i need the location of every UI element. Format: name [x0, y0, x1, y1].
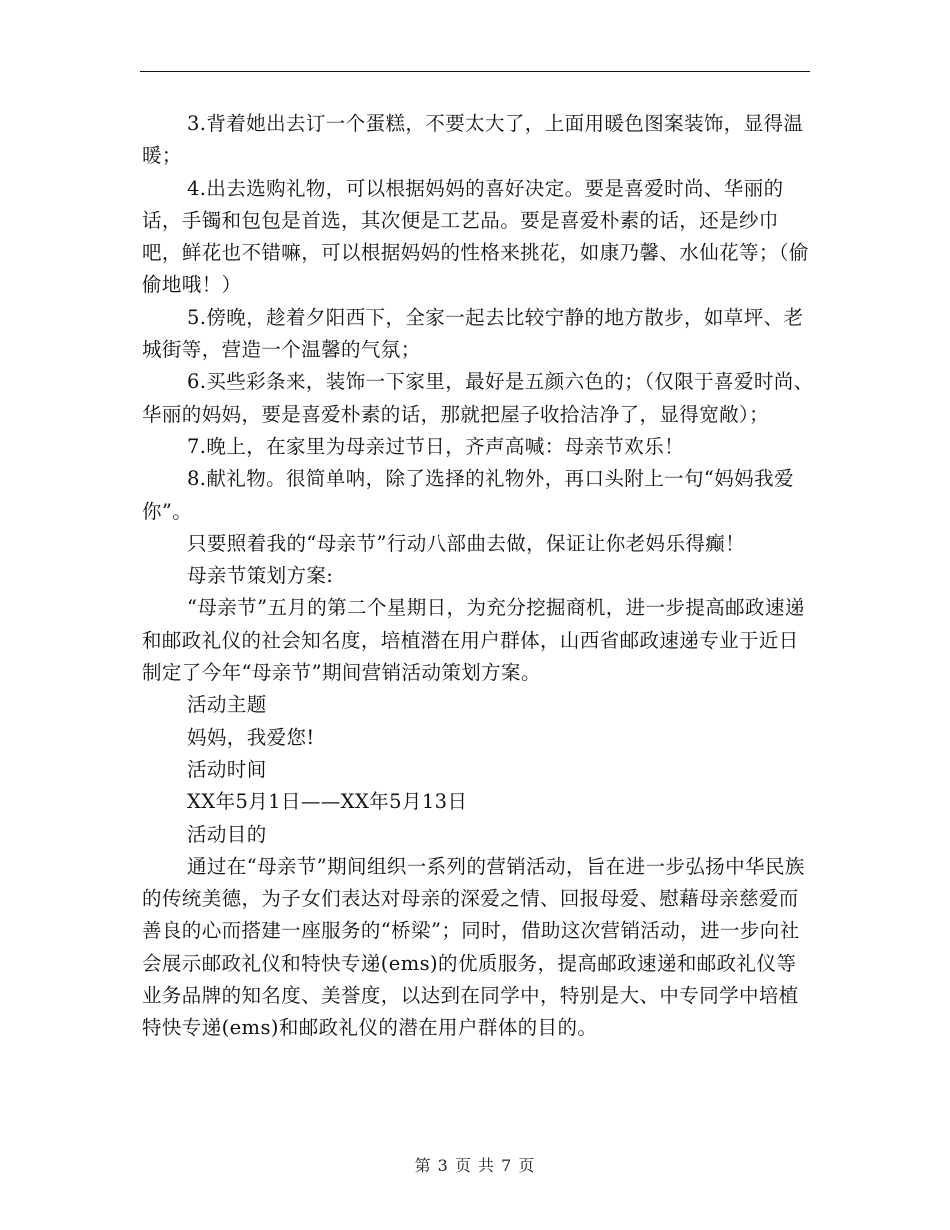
page-footer — [0, 1153, 950, 1176]
paragraph-item-3: 3.背着她出去订一个蛋糕，不要太大了，上面用暖色图案装饰，显得温暖； — [142, 112, 804, 168]
paragraph-item-8: 8.献礼物。很简单呐，除了选择的礼物外，再口头附上一句“妈妈我爱你”。 — [142, 467, 794, 523]
paragraph-time: XX年5月1日——XX年5月13日 — [187, 790, 468, 814]
section-heading-time: 活动时间 — [187, 757, 267, 781]
section-heading-theme: 活动主题 — [187, 693, 267, 717]
paragraph-item-6: 6.买些彩条来，装饰一下家里，最好是五颜六色的；（仅限于喜爱时尚、华丽的妈妈，要是喜爱朴素的话，那就把屋子收拾洁净了，显得宽敞）； — [142, 370, 814, 426]
paragraph-purpose: 通过在“母亲节”期间组织一系列的营销活动，旨在进一步弘扬中华民族的传统美德，为子女们表达对母亲的深爱之情、回报母爱、慰藉母亲慈爱而善良的心而搭建一座服务的“桥梁”；同时，借助这次营销活动，进一步向社会展示邮政礼仪和特快专递(ems)的优质服务，提高邮政速递和邮政礼仪等业务品牌的知名度、美誉度，以达到在同学中，特别是大、中专同学中培植特快专递(ems)和邮政礼仪的潜在用户群体的目的。 — [142, 854, 805, 1040]
paragraph-item-4: 4.出去选购礼物，可以根据妈妈的喜好决定。要是喜爱时尚、华丽的话，手镯和包包是首选，其次便是工艺品。要是喜爱朴素的话，还是纱巾吧，鲜花也不错嘛，可以根据妈妈的性格来挑花，如康乃馨、水仙花等；（偷偷地哦！） — [142, 176, 809, 297]
paragraph-summary: 只要照着我的“母亲节”行动八部曲去做，保证让你老妈乐得癫！ — [187, 531, 746, 555]
paragraph-plan-intro: “母亲节”五月的第二个星期日，为充分挖掘商机，进一步提高邮政速递和邮政礼仪的社会知名度，培植潜在用户群体，山西省邮政速递专业于近日制定了今年“母亲节”期间营销活动策划方案。 — [142, 596, 805, 685]
paragraph-item-5: 5.傍晚，趁着夕阳西下，全家一起去比较宁静的地方散步，如草坪、老城街等，营造一个温馨的气氛； — [142, 305, 804, 362]
paragraph-theme: 妈妈，我爱您! — [187, 725, 315, 749]
section-heading-plan: 母亲节策划方案: — [187, 564, 334, 588]
header-rule — [140, 71, 810, 72]
paragraph-item-7: 7.晚上，在家里为母亲过节日，齐声高喊：母亲节欢乐！ — [187, 434, 685, 458]
page-number-label: 第 3 页 共 7 页 — [414, 1156, 536, 1175]
document-body — [142, 108, 814, 1045]
section-heading-purpose: 活动目的 — [187, 822, 267, 846]
